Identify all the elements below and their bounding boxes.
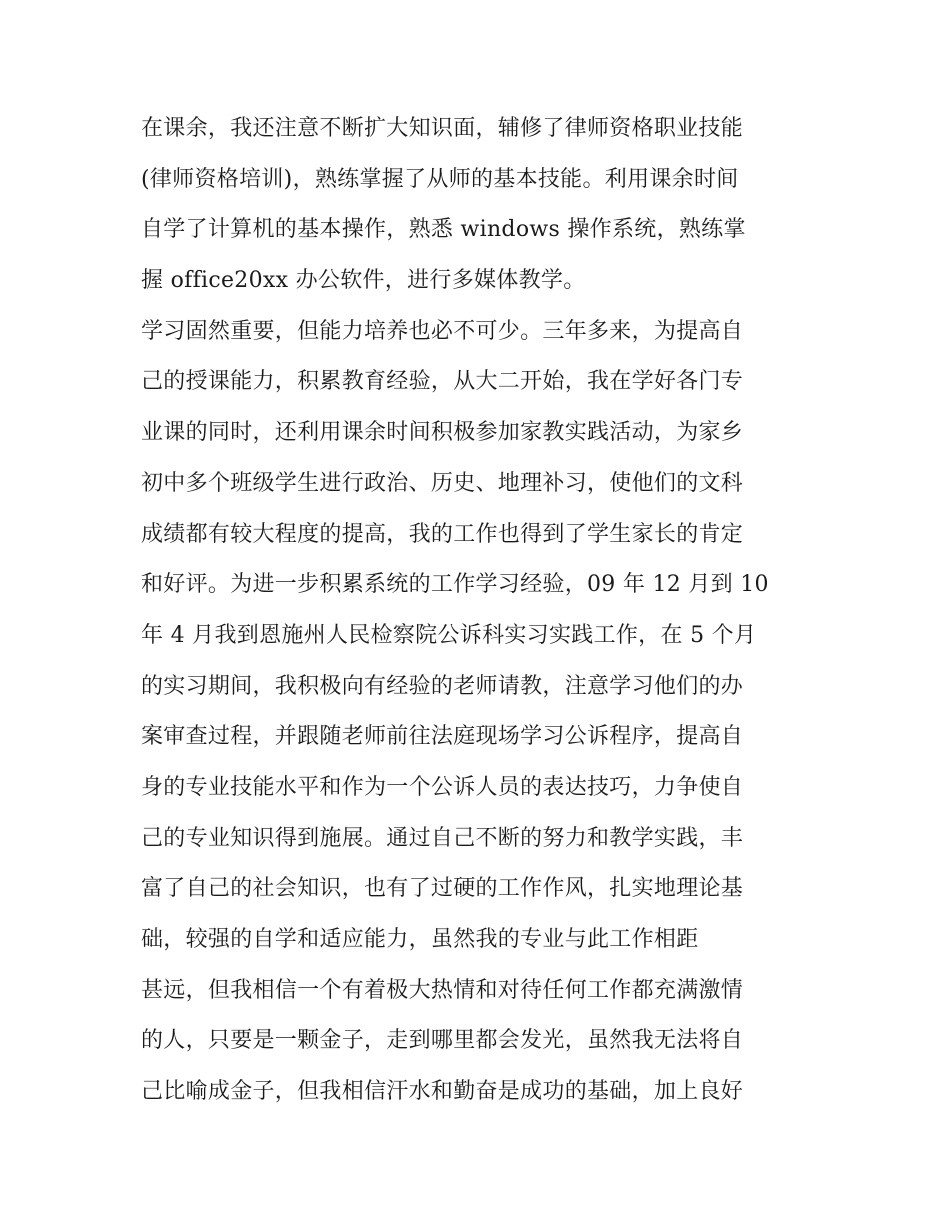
text-line: 己的授课能力，积累教育经验，从大二开始，我在学好各门专 — [141, 369, 744, 395]
text-line: 握 office20xx 办公软件，进行多媒体教学。 — [141, 268, 586, 294]
text-line: 己比喻成金子，但我相信汗水和勤奋是成功的基础，加上良好 — [141, 1079, 744, 1105]
text-line: 富了自己的社会知识，也有了过硬的工作作风，扎实地理论基 — [141, 876, 744, 902]
text-line: 身的专业技能水平和作为一个公诉人员的表达技巧，力争使自 — [141, 774, 744, 800]
text-line: 案审查过程，并跟随老师前往法庭现场学习公诉程序，提高自 — [141, 724, 744, 750]
text-line: 己的专业知识得到施展。通过自己不断的努力和教学实践，丰 — [141, 825, 744, 851]
text-line: 在课余，我还注意不断扩大知识面，辅修了律师资格职业技能 — [141, 116, 744, 141]
text-line: 的人，只要是一颗金子，走到哪里都会发光，虽然我无法将自 — [141, 1028, 744, 1054]
text-line: 学习固然重要，但能力培养也必不可少。三年多来，为提高自 — [141, 318, 744, 344]
text-line: 年 4 月我到恩施州人民检察院公诉科实习实践工作，在 5 个月 — [141, 622, 757, 648]
text-line: (律师资格培训)，熟练掌握了从师的基本技能。利用课余时间 — [141, 166, 739, 192]
text-line: 和好评。为进一步积累系统的工作学习经验，09 年 12 月到 10 — [141, 572, 769, 598]
text-line: 础，较强的自学和适应能力，虽然我的专业与此工作相距 — [141, 927, 699, 952]
body-text — [141, 104, 821, 1118]
text-line: 初中多个班级学生进行政治、历史、地理补习，使他们的文科 — [141, 470, 744, 496]
text-line: 甚远，但我相信一个有着极大热情和对待任何工作都充满激情 — [141, 977, 744, 1003]
text-line: 成绩都有较大程度的提高，我的工作也得到了学生家长的肯定 — [141, 521, 744, 547]
text-line: 业课的同时，还利用课余时间积极参加家教实践活动，为家乡 — [141, 420, 744, 446]
text-line: 自学了计算机的基本操作，熟悉 windows 操作系统，熟练掌 — [141, 217, 746, 243]
text-line: 的实习期间，我积极向有经验的老师请教，注意学习他们的办 — [141, 673, 744, 699]
